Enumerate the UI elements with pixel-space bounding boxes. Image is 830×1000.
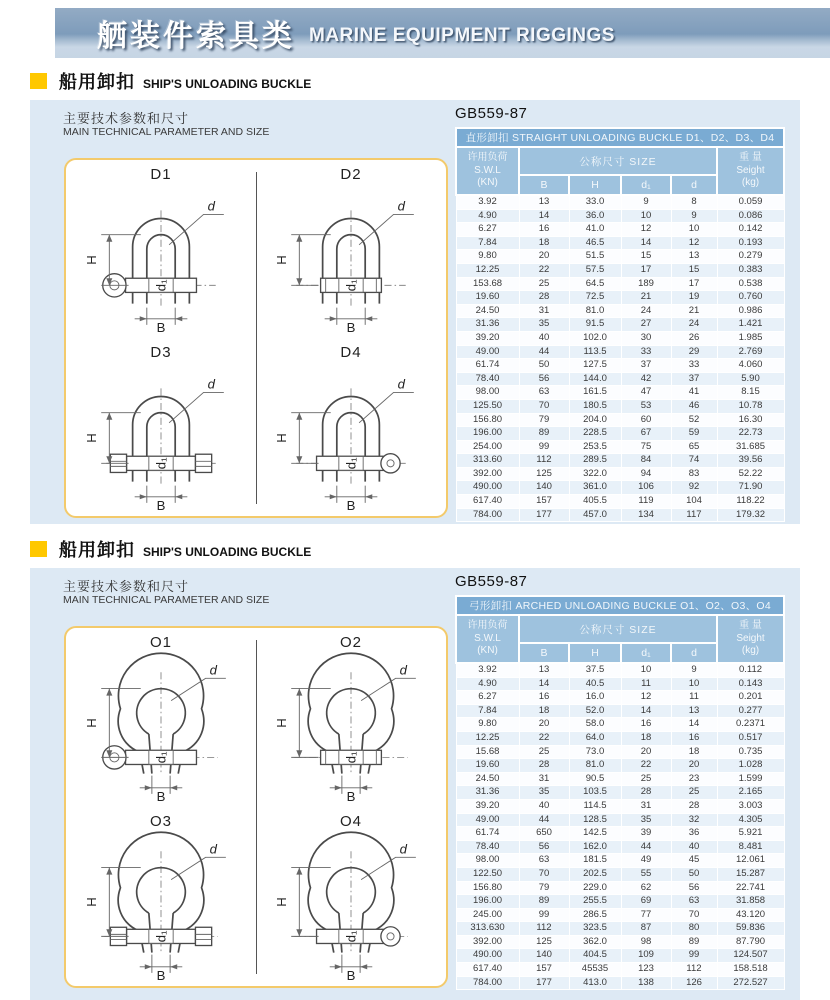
svg-text:d₁: d₁: [343, 751, 359, 764]
col-d1: d₁: [621, 643, 671, 663]
table-row: 7.84 18 52.0 14 13 0.277: [456, 704, 784, 718]
svg-text:d₁: d₁: [153, 751, 169, 764]
col-weight: 重 量 Seight (kg): [717, 147, 784, 195]
svg-text:H: H: [84, 718, 100, 728]
svg-text:H: H: [84, 255, 100, 265]
col-d: d: [671, 175, 717, 195]
table-row: 6.27 16 41.0 12 10 0.142: [456, 223, 784, 237]
diagram-D4: [256, 338, 446, 516]
table-row: 313.60 112 289.5 84 74 39.56: [456, 454, 784, 468]
bow-shackle-drawing: [78, 652, 244, 804]
table-row: 31.36 35 91.5 27 24 1.421: [456, 318, 784, 332]
table-row: 490.00 140 361.0 106 92 71.90: [456, 481, 784, 495]
svg-text:d: d: [207, 376, 215, 392]
svg-text:d₁: d₁: [153, 930, 169, 943]
table-row: 153.68 25 64.5 189 17 0.538: [456, 277, 784, 291]
col-weight: 重 量 Seight (kg): [717, 615, 784, 663]
table-row: 313.630 112 323.5 87 80 59.836: [456, 922, 784, 936]
col-swl: 许用负荷 S.W.L (KN): [456, 615, 519, 663]
arched-buckle-table: [455, 595, 785, 990]
table-row: 15.68 25 73.0 20 18 0.735: [456, 745, 784, 759]
table-row: 12.25 22 57.5 17 15 0.383: [456, 263, 784, 277]
table-row: 78.40 56 162.0 44 40 8.481: [456, 840, 784, 854]
table-row: 784.00 177 457.0 134 117 179.32: [456, 508, 784, 522]
svg-text:d: d: [397, 198, 405, 214]
table-row: 156.80 79 229.0 62 56 22.741: [456, 881, 784, 895]
svg-text:B: B: [346, 319, 356, 335]
section1-param-zh: 主要技术参数和尺寸: [63, 111, 190, 126]
col-B: B: [519, 643, 569, 663]
col-size-group: 公称尺寸 SIZE: [519, 147, 717, 175]
table-title: 弓形卸扣 ARCHED UNLOADING BUCKLE O1、O2、O3、O4: [456, 596, 784, 615]
svg-text:H: H: [274, 897, 290, 907]
table-row: 9.80 20 58.0 16 14 0.2371: [456, 718, 784, 732]
diagram-D3: [66, 338, 256, 516]
diagram-D2: [256, 160, 446, 338]
diagram-divider: [256, 172, 257, 504]
section2-param-zh: 主要技术参数和尺寸: [63, 579, 190, 594]
d-shackle-drawing: [268, 362, 434, 514]
section1-standard: GB559-87: [455, 105, 528, 122]
banner-title-zh: 舾装件索具类: [97, 20, 295, 53]
diagram-label: O2: [339, 634, 362, 651]
table-row: 490.00 140 404.5 109 99 124.507: [456, 949, 784, 963]
diagram-label: D4: [340, 344, 362, 361]
svg-text:d: d: [209, 662, 217, 678]
table-row: 4.90 14 36.0 10 9 0.086: [456, 209, 784, 223]
table-title: 直形卸扣 STRAIGHT UNLOADING BUCKLE D1、D2、D3、D4: [456, 128, 784, 147]
section1-param-en: MAIN TECHNICAL PARAMETER AND SIZE: [63, 126, 270, 138]
section2-standard: GB559-87: [455, 573, 528, 590]
diagram-label: D1: [150, 166, 172, 183]
table-row: 196.00 89 255.5 69 63 31.858: [456, 895, 784, 909]
yellow-bullet-icon: [30, 541, 47, 557]
straight-buckle-table: [455, 127, 785, 522]
svg-text:d₁: d₁: [343, 457, 359, 470]
col-swl: 许用负荷 S.W.L (KN): [456, 147, 519, 195]
bow-shackle-drawing: [268, 831, 434, 983]
table-row: 3.92 13 37.5 10 9 0.112: [456, 663, 784, 677]
table-row: 49.00 44 113.5 33 29 2.769: [456, 345, 784, 359]
svg-text:d: d: [207, 198, 215, 214]
col-H: H: [569, 175, 621, 195]
bow-shackle-drawing: [78, 831, 244, 983]
diagram-O4: [256, 807, 446, 986]
table-row: 254.00 99 253.5 75 65 31.685: [456, 440, 784, 454]
svg-text:B: B: [156, 788, 166, 804]
section1-title-zh: 船用卸扣: [59, 72, 135, 92]
table-row: 31.36 35 103.5 28 25 2.165: [456, 786, 784, 800]
col-size-group: 公称尺寸 SIZE: [519, 615, 717, 643]
svg-text:d: d: [399, 841, 407, 857]
table-row: 39.20 40 102.0 30 26 1.985: [456, 331, 784, 345]
diagram-label: O3: [149, 813, 172, 830]
table-row: 61.74 50 127.5 37 33 4.060: [456, 359, 784, 373]
section1-heading: [30, 68, 311, 94]
table-row: 19.60 28 81.0 22 20 1.028: [456, 759, 784, 773]
table-row: 617.40 157 405.5 119 104 118.22: [456, 495, 784, 509]
diagram-O2: [256, 628, 446, 807]
table-row: 4.90 14 40.5 11 10 0.143: [456, 677, 784, 691]
svg-text:d₁: d₁: [153, 279, 169, 292]
banner-title-en: MARINE EQUIPMENT RIGGINGS: [309, 25, 615, 46]
svg-text:B: B: [346, 967, 356, 983]
table-row: 61.74 650 142.5 39 36 5.921: [456, 827, 784, 841]
svg-text:d₁: d₁: [343, 279, 359, 292]
svg-text:H: H: [84, 897, 100, 907]
table-row: 24.50 31 90.5 25 23 1.599: [456, 772, 784, 786]
table-row: 24.50 31 81.0 24 21 0.986: [456, 304, 784, 318]
section1-title-en: SHIP'S UNLOADING BUCKLE: [143, 77, 312, 91]
table-row: 245.00 99 286.5 77 70 43.120: [456, 908, 784, 922]
table-row: 12.25 22 64.0 18 16 0.517: [456, 731, 784, 745]
table-row: 98.00 63 181.5 49 45 12.061: [456, 854, 784, 868]
svg-text:d₁: d₁: [153, 457, 169, 470]
svg-text:d: d: [397, 376, 405, 392]
svg-text:B: B: [346, 497, 356, 513]
svg-text:d: d: [209, 841, 217, 857]
diagram-label: D2: [340, 166, 362, 183]
table-row: 392.00 125 322.0 94 83 52.22: [456, 467, 784, 481]
diagram-O1: [66, 628, 256, 807]
table-row: 125.50 70 180.5 53 46 10.78: [456, 399, 784, 413]
table-row: 3.92 13 33.0 9 8 0.059: [456, 195, 784, 209]
section2-diagram-box: [64, 626, 448, 988]
page-banner: [55, 8, 830, 58]
table-row: 39.20 40 114.5 31 28 3.003: [456, 799, 784, 813]
table-row: 78.40 56 144.0 42 37 5.90: [456, 372, 784, 386]
table-row: 784.00 177 413.0 138 126 272.527: [456, 976, 784, 990]
diagram-label: O1: [149, 634, 172, 651]
table-row: 7.84 18 46.5 14 12 0.193: [456, 236, 784, 250]
svg-text:B: B: [346, 788, 356, 804]
d-shackle-drawing: [268, 184, 434, 336]
table-row: 196.00 89 228.5 67 59 22.73: [456, 427, 784, 441]
svg-text:H: H: [274, 718, 290, 728]
svg-text:d₁: d₁: [343, 930, 359, 943]
svg-text:H: H: [274, 255, 290, 265]
svg-text:H: H: [274, 433, 290, 443]
table-row: 122.50 70 202.5 55 50 15.287: [456, 867, 784, 881]
svg-text:B: B: [156, 497, 166, 513]
diagram-label: O4: [339, 813, 362, 830]
bow-shackle-drawing: [268, 652, 434, 804]
table-row: 156.80 79 204.0 60 52 16.30: [456, 413, 784, 427]
col-d1: d₁: [621, 175, 671, 195]
d-shackle-drawing: [78, 184, 244, 336]
section2-title-en: SHIP'S UNLOADING BUCKLE: [143, 545, 312, 559]
table-row: 98.00 63 161.5 47 41 8.15: [456, 386, 784, 400]
svg-text:B: B: [156, 967, 166, 983]
table-row: 19.60 28 72.5 21 19 0.760: [456, 291, 784, 305]
table-row: 9.80 20 51.5 15 13 0.279: [456, 250, 784, 264]
section2-param-en: MAIN TECHNICAL PARAMETER AND SIZE: [63, 594, 270, 606]
table-row: 6.27 16 16.0 12 11 0.201: [456, 691, 784, 705]
diagram-D1: [66, 160, 256, 338]
table-row: 49.00 44 128.5 35 32 4.305: [456, 813, 784, 827]
svg-text:H: H: [84, 433, 100, 443]
section2-title-zh: 船用卸扣: [59, 540, 135, 560]
table-row: 617.40 157 45535 123 112 158.518: [456, 963, 784, 977]
col-d: d: [671, 643, 717, 663]
diagram-label: D3: [150, 344, 172, 361]
svg-text:d: d: [399, 662, 407, 678]
d-shackle-drawing: [78, 362, 244, 514]
section1-diagram-box: [64, 158, 448, 518]
diagram-divider: [256, 640, 257, 974]
svg-text:B: B: [156, 319, 166, 335]
section2-heading: [30, 536, 311, 562]
col-H: H: [569, 643, 621, 663]
diagram-O3: [66, 807, 256, 986]
col-B: B: [519, 175, 569, 195]
table-row: 392.00 125 362.0 98 89 87.790: [456, 935, 784, 949]
yellow-bullet-icon: [30, 73, 47, 89]
